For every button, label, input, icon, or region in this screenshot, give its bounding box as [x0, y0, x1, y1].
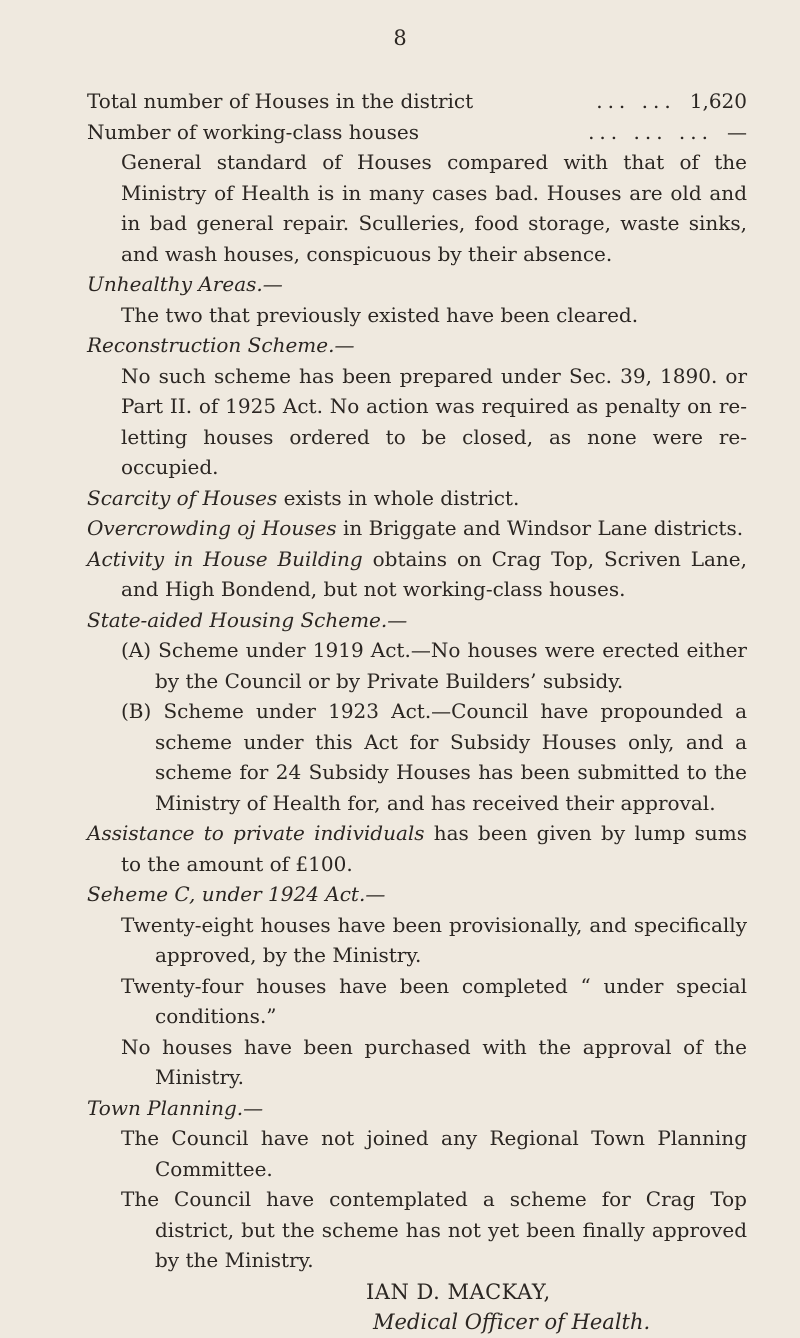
houses-total-row: [87, 86, 747, 117]
overcrowding-heading: Overcrowding oj Houses: [87, 516, 337, 540]
activity-heading: Activity in House Building: [87, 546, 363, 571]
scheme-c-line-2: Twenty-four houses have been completed “ under special conditions.”: [121, 973, 747, 1028]
scheme-a-marker: (A): [121, 638, 152, 662]
page-number: 8: [393, 26, 407, 50]
assistance-text: has been given by lump sums to the amount of £100.: [121, 821, 747, 876]
scarcity-text: exists in whole district.: [277, 485, 520, 510]
scheme-b-text: Scheme under 1923 Act.—Council have propounded a scheme under this Act for Subsidy Houses only, and a scheme for 24 Subsidy Houses has been submitted to the Ministry of Health for, and has received their approval.: [151, 699, 747, 815]
signature-name: IAN D. MACKAY,: [366, 1279, 551, 1304]
scheme-c-heading: Seheme C, under 1924 Act.—: [87, 882, 386, 906]
scheme-c-line-1: Twenty-eight houses have been provisionally, and specifically approved, by the Ministry.: [121, 912, 747, 967]
signature-title: Medical Officer of Health.: [373, 1310, 651, 1334]
scarcity-heading: Scarcity of Houses: [87, 485, 278, 510]
houses-total-label: Total number of Houses in the district: [87, 89, 474, 113]
town-planning-line-1: The Council have not joined any Regional Town Planning Committee.: [121, 1126, 747, 1181]
scarcity-paragraph: [87, 483, 747, 514]
houses-total-value: 1,620: [689, 89, 747, 113]
town-planning-heading: Town Planning.—: [87, 1095, 264, 1120]
scheme-a-paragraph: [87, 635, 747, 696]
unhealthy-text: The two that previously existed have been cleared.: [121, 302, 639, 327]
assistance-heading: Assistance to private individuals: [87, 821, 425, 845]
leader-dots: ... ...: [596, 89, 676, 113]
scheme-b-paragraph: [87, 696, 747, 818]
activity-paragraph: [87, 544, 747, 605]
houses-working-row: [87, 117, 747, 148]
state-aided-heading: State-aided Housing Scheme.—: [87, 607, 408, 632]
town-planning-line-2: The Council have contemplated a scheme for Crag Top district, but the scheme has not yet been finally approved by the Ministry.: [121, 1187, 747, 1272]
report-body: [87, 86, 747, 1338]
houses-working-value: —: [727, 119, 747, 144]
overcrowding-text: in Briggate and Windsor Lane districts.: [336, 516, 744, 540]
scheme-c-line-3: No houses have been purchased with the approval of the Ministry.: [121, 1034, 747, 1089]
reconstruction-heading: Reconstruction Scheme.—: [87, 333, 355, 357]
reconstruction-text: No such scheme has been prepared under Sec. 39, 1890. or Part II. of 1925 Act. No action was required as penalty on re-letting houses ordered to be closed, as none were re-occupied.: [121, 363, 747, 479]
activity-text: obtains on Crag Top, Scriven Lane, and High Bondend, but not working-class houses.: [121, 546, 747, 601]
unhealthy-heading: Unhealthy Areas.—: [87, 272, 283, 296]
leader-dots: ... ... ...: [588, 119, 713, 144]
houses-working-label: Number of working-class houses: [87, 119, 419, 144]
scheme-a-text: Scheme under 1919 Act.—No houses were erected either by the Council or by Private Builders’ subsidy.: [151, 638, 747, 693]
general-standard-text: General standard of Houses compared with that of the Ministry of Health is in many cases bad. Houses are old and in bad general repair. Sculleries, food storage, waste sinks, and wash houses, conspicuous by their absence.: [121, 150, 747, 266]
overcrowding-paragraph: [87, 513, 747, 544]
assistance-paragraph: [87, 818, 747, 879]
scheme-b-marker: (B): [121, 699, 152, 723]
